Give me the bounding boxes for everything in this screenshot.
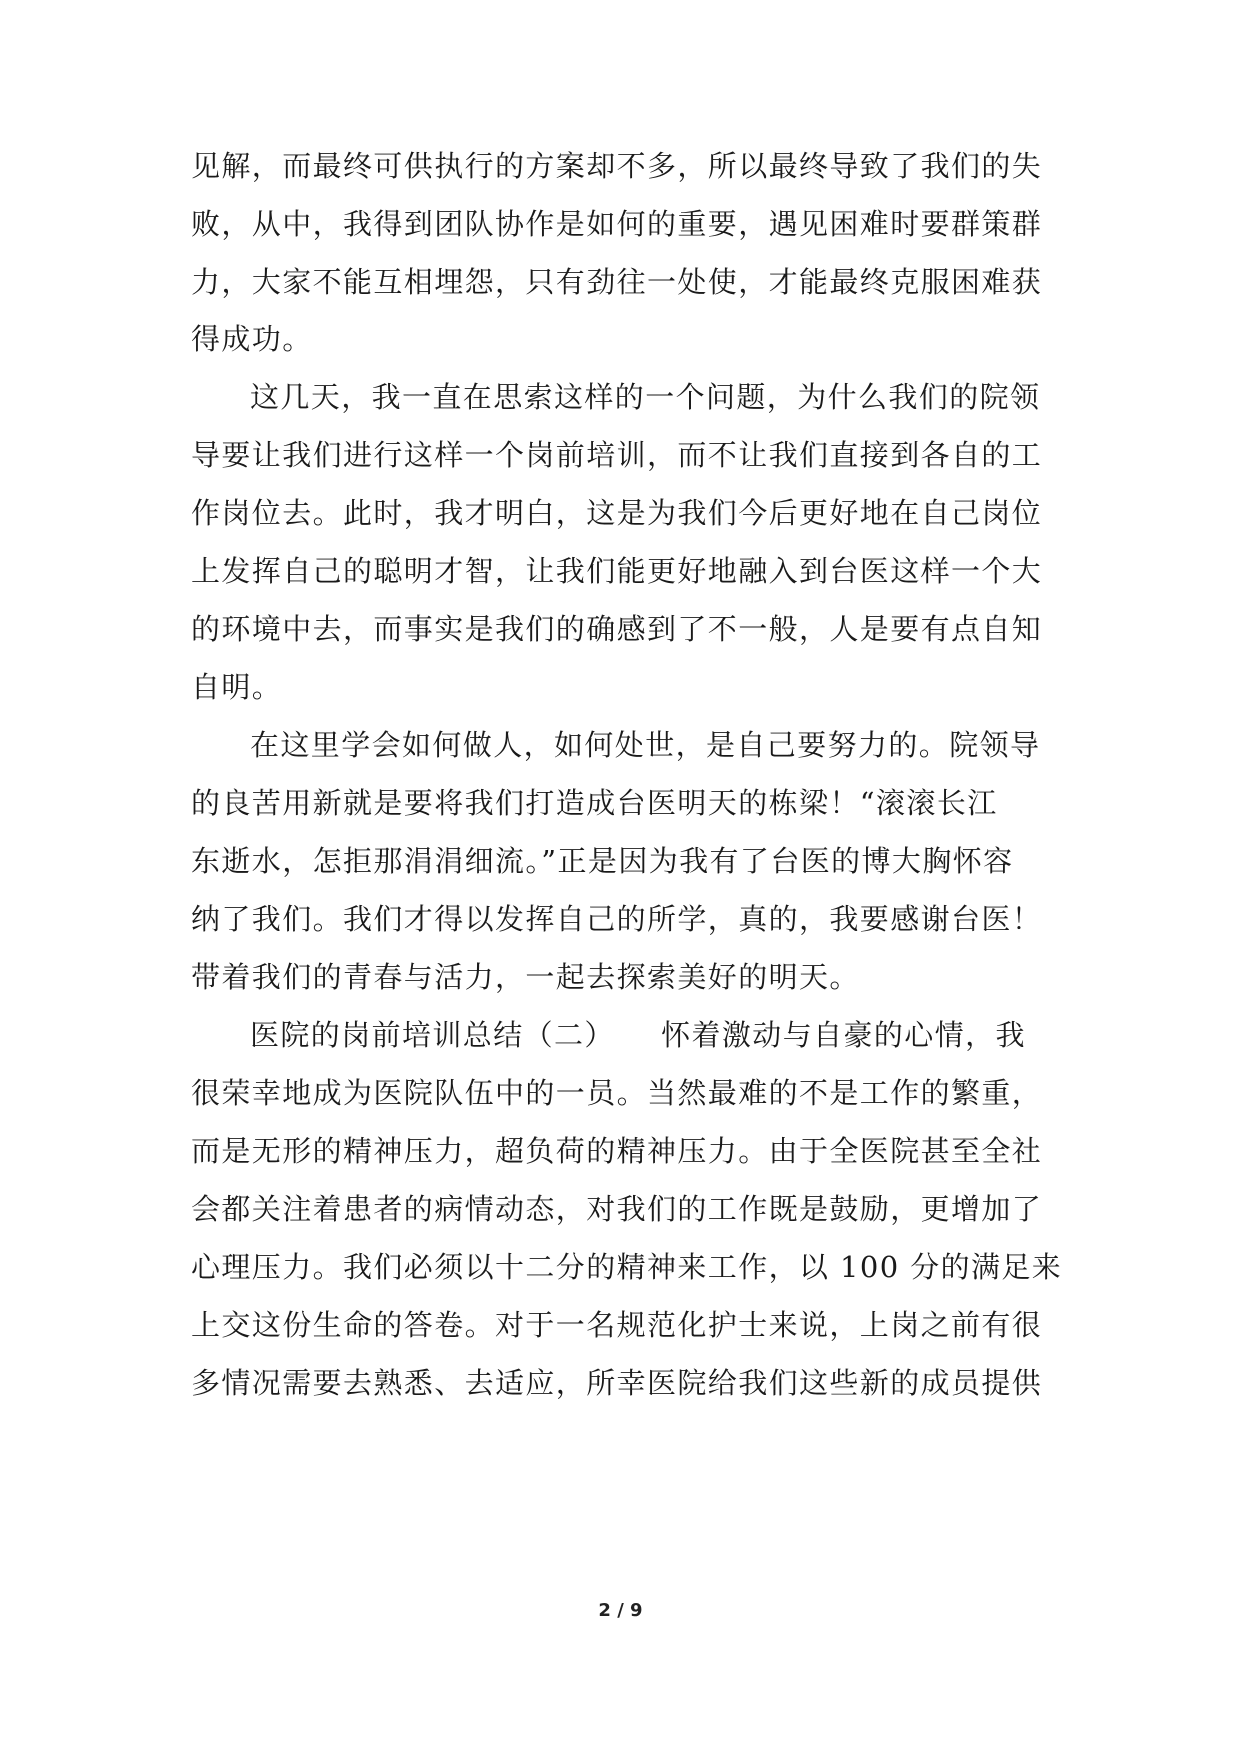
text-line: 东逝水，怎拒那涓涓细流。”正是因为我有了台医的博大胸怀容 xyxy=(191,844,1014,878)
text-line: 而是无形的精神压力，超负荷的精神压力。由于全医院甚至全社 xyxy=(191,1134,1043,1168)
text-line: 带着我们的青春与活力，一起去探索美好的明天。 xyxy=(191,960,860,994)
text-line: 见解，而最终可供执行的方案却不多，所以最终导致了我们的失 xyxy=(191,149,1043,183)
text-line: 作岗位去。此时，我才明白，这是为我们今后更好地在自己岗位 xyxy=(191,496,1043,530)
text-line: 上发挥自己的聪明才智，让我们能更好地融入到台医这样一个大 xyxy=(191,554,1043,588)
text-line: 的良苦用新就是要将我们打造成台医明天的栋梁！“滚滚长江 xyxy=(191,786,998,820)
text-line: 多情况需要去熟悉、去适应，所幸医院给我们这些新的成员提供 xyxy=(191,1366,1043,1400)
text-line: 上交这份生命的答卷。对于一名规范化护士来说，上岗之前有很 xyxy=(191,1308,1043,1342)
text-line: 纳了我们。我们才得以发挥自己的所学，真的，我要感谢台医！ xyxy=(191,902,1043,936)
paragraph-first-line: 这几天，我一直在思索这样的一个问题，为什么我们的院领 xyxy=(250,380,1041,414)
paragraph-first-line: 医院的岗前培训总结（二） 怀着激动与自豪的心情，我 xyxy=(250,1018,1026,1052)
text-line: 导要让我们进行这样一个岗前培训，而不让我们直接到各自的工 xyxy=(191,438,1043,472)
text-line: 得成功。 xyxy=(191,322,313,356)
text-line: 会都关注着患者的病情动态，对我们的工作既是鼓励，更增加了 xyxy=(191,1192,1043,1226)
text-line: 自明。 xyxy=(191,670,283,704)
paragraph-first-line: 在这里学会如何做人，如何处世，是自己要努力的。院领导 xyxy=(250,728,1041,762)
text-line: 败，从中，我得到团队协作是如何的重要，遇见困难时要群策群 xyxy=(191,207,1043,241)
text-line: 很荣幸地成为医院队伍中的一员。当然最难的不是工作的繁重， xyxy=(191,1076,1043,1110)
text-line: 力，大家不能互相埋怨，只有劲往一处使，才能最终克服困难获 xyxy=(191,265,1043,299)
text-line: 心理压力。我们必须以十二分的精神来工作，以 100 分的满足来 xyxy=(191,1250,1063,1284)
text-line: 的环境中去，而事实是我们的确感到了不一般，人是要有点自知 xyxy=(191,612,1043,646)
page-number: 2 / 9 xyxy=(598,1600,643,1621)
